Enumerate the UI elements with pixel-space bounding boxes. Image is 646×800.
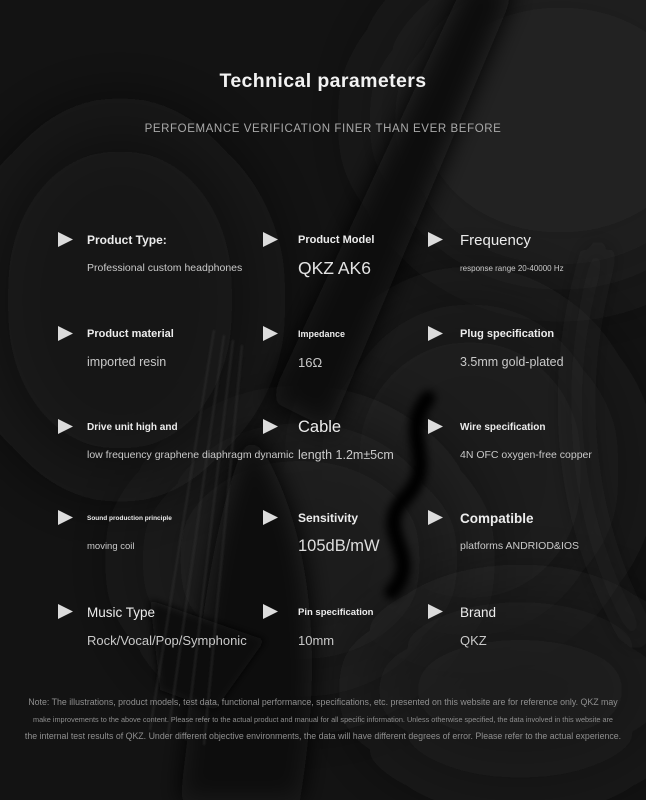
spec-title: Product material [87,328,174,340]
spec-sensitivity [263,506,380,556]
triangle-right-icon [58,232,73,247]
spec-title: Cable [298,417,342,436]
spec-pin-specification [263,600,374,650]
spec-title: Wire specification [460,421,546,433]
spec-product-model [263,228,374,278]
spec-cable [263,415,394,465]
spec-value: imported resin [87,355,167,369]
triangle-right-icon [58,326,73,341]
spec-title: Pin specification [298,606,374,618]
spec-value: Rock/Vocal/Pop/Symphonic [87,632,247,648]
spec-value: Professional custom headphones [87,262,243,274]
spec-value: 10mm [298,632,335,648]
spec-value: 4N OFC oxygen-free copper [460,449,592,461]
disclaimer-note [23,694,623,745]
spec-title: Brand [460,604,497,620]
spec-value: QKZ [460,632,487,648]
spec-value: length 1.2m±5cm [298,448,394,462]
spec-wire-specification [428,415,592,465]
spec-product-material [58,322,174,372]
spec-value: 3.5mm gold-plated [460,355,564,369]
spec-compatible [428,506,579,556]
spec-title: Product Model [298,234,375,246]
triangle-right-icon [428,232,443,247]
triangle-right-icon [263,326,278,341]
triangle-right-icon [428,326,443,341]
spec-value: low frequency graphene diaphragm dynamic [87,449,294,461]
triangle-right-icon [58,419,73,434]
page-title: Technical parameters [219,70,427,92]
spec-product-type [58,228,242,278]
spec-music-type [58,600,247,650]
page-subtitle: PERFOEMANCE VERIFICATION FINER THAN EVER BEFORE [144,123,502,135]
triangle-right-icon [263,419,278,434]
spec-title: Frequency [460,231,531,249]
spec-title: Sensitivity [298,511,359,525]
triangle-right-icon [263,510,278,525]
spec-plug-specification [428,322,564,372]
disclaimer-line-2: make improvements to the above content. Please refer to the actual product and manual for all specific information. Unless otherwise specified, the data involved in this website are [32,715,613,724]
spec-title: Sound production principle [87,514,172,522]
spec-title: Plug specification [460,328,555,340]
spec-frequency [428,228,564,278]
spec-value: moving coil [87,540,135,552]
spec-value: 105dB/mW [298,536,380,555]
spec-value: platforms ANDRIOD&IOS [460,540,580,552]
spec-value: QKZ AK6 [298,257,371,278]
disclaimer-line-3: the internal test results of QKZ. Under different objective environments, the data will have different degrees of error. Please refer to the actual experience. [24,731,622,741]
triangle-right-icon [263,604,278,619]
spec-title: Drive unit high and [87,421,178,433]
spec-sound-principle [58,506,172,556]
spec-drive-unit [58,415,294,465]
spec-title: Music Type [87,604,156,620]
spec-brand [428,600,496,650]
spec-impedance [263,322,345,372]
disclaimer-line-1: Note: The illustrations, product models, test data, functional performance, specifications, etc. presented on this website are for reference only. QKZ may [28,697,618,707]
spec-title: Impedance [298,329,346,339]
triangle-right-icon [58,510,73,525]
triangle-right-icon [428,419,443,434]
spec-value: response range 20-40000 Hz [460,263,564,273]
triangle-right-icon [428,604,443,619]
spec-title: Compatible [460,510,534,526]
spec-title: Product Type: [87,233,167,247]
spec-value: 16Ω [298,354,323,370]
triangle-right-icon [263,232,278,247]
triangle-right-icon [58,604,73,619]
triangle-right-icon [428,510,443,525]
